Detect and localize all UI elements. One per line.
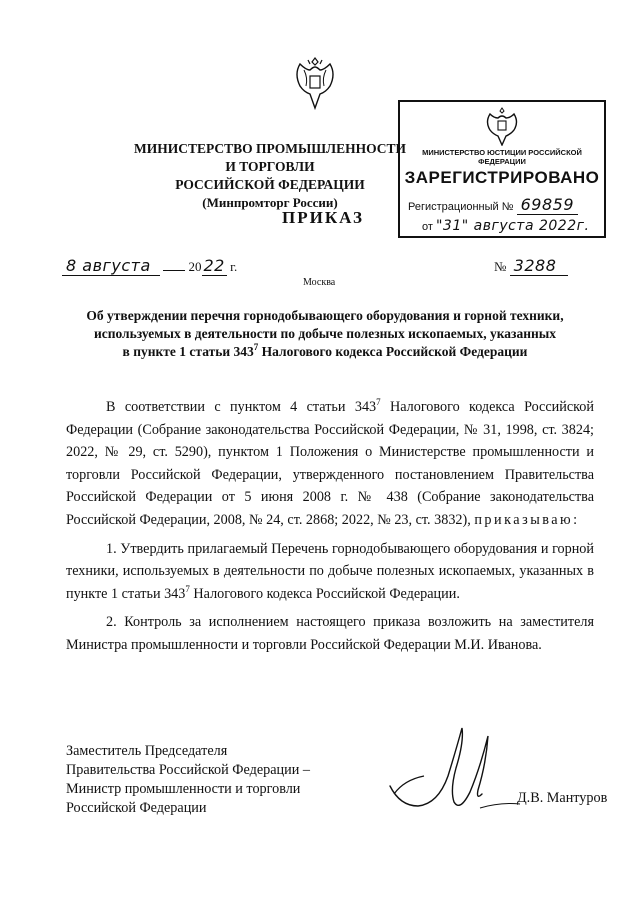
p1-text-a: В соответствии с пунктом 4 статьи 343 xyxy=(106,399,377,415)
p1-order-word: приказываю: xyxy=(474,511,580,528)
signatory-line3: Министр промышленности и торговли xyxy=(66,781,301,797)
ministry-name-line1: МИНИСТЕРСТВО ПРОМЫШЛЕННОСТИ И ТОРГОВЛИ xyxy=(133,141,407,174)
signatory-line2: Правительства Российской Федерации – xyxy=(66,762,310,778)
ministry-short-name: (Минпромторг России) xyxy=(202,195,338,210)
order-date-year-prefix: 20 xyxy=(188,259,202,274)
order-date-suffix: г. xyxy=(230,259,238,274)
order-date xyxy=(62,256,237,276)
body-paragraph-2 xyxy=(66,538,594,606)
stamp-organization: МИНИСТЕРСТВО ЮСТИЦИИ РОССИЙСКОЙ ФЕДЕРАЦИИ xyxy=(422,148,582,166)
signatory-title xyxy=(66,742,310,818)
order-city: Москва xyxy=(303,277,336,288)
handwritten-signature xyxy=(380,718,530,818)
body-paragraph-3: 2. Контроль за исполнением настоящего приказа возложить на заместителя Министра промышленности и торговли Российской Федерации М.И. Иванова. xyxy=(66,614,594,653)
stamp-date-value: "31" августа 2022г. xyxy=(435,218,590,234)
order-title-line2: используемых в деятельности по добыче полезных ископаемых, указанных xyxy=(93,326,557,341)
order-body xyxy=(66,396,594,657)
ministry-header xyxy=(130,140,410,212)
registration-stamp xyxy=(398,100,606,238)
stamp-date-prefix: от xyxy=(422,221,433,233)
stamp-registered-label: ЗАРЕГИСТРИРОВАНО xyxy=(404,168,600,187)
title-text-a: в пункте 1 статьи 343 xyxy=(122,344,254,359)
order-number-prefix: № xyxy=(494,259,507,274)
stamp-registration-number xyxy=(408,195,604,215)
signatory-name: Д.В. Мантуров xyxy=(517,790,608,806)
p2-superscript: 7 xyxy=(185,583,190,594)
p1-superscript: 7 xyxy=(376,397,381,407)
ministry-name-line2: РОССИЙСКОЙ ФЕДЕРАЦИИ xyxy=(175,177,365,192)
document-type: ПРИКАЗ xyxy=(282,208,364,227)
order-title xyxy=(60,307,590,361)
order-number xyxy=(494,256,568,276)
stamp-reg-number: 69859 xyxy=(517,195,578,215)
signatory-line4: Российской Федерации xyxy=(66,800,207,816)
order-title-line1: Об утверждении перечня горнодобывающего оборудования и горной техники, xyxy=(86,308,564,323)
title-text-b: Налогового кодекса Российской Федерации xyxy=(258,344,528,359)
stamp-registration-date xyxy=(422,218,602,234)
order-title-line3 xyxy=(60,343,590,361)
coat-of-arms-icon xyxy=(290,52,340,114)
order-date-day: 8 августа xyxy=(62,256,160,276)
p2-text-b: Налогового кодекса Российской Федерации. xyxy=(189,585,460,602)
order-number-value: 3288 xyxy=(510,256,568,276)
stamp-coat-of-arms-icon xyxy=(484,106,520,146)
p2-text-a: 1. Утвердить прилагаемый Перечень горнодобывающего оборудования и горной техники, используемых в деятельности по добыче полезных ископаемых, указанных в пункте 1 статьи 343 xyxy=(66,540,594,602)
order-date-year: 22 xyxy=(203,256,225,275)
signatory-line1: Заместитель Председателя xyxy=(66,743,228,759)
body-paragraph-1 xyxy=(66,396,594,532)
stamp-reg-label: Регистрационный № xyxy=(408,201,514,213)
title-superscript: 7 xyxy=(253,342,259,352)
p1-text-b: Налогового кодекса Российской Федерации (Собрание законодательства Российской Федерации, № 31, 1998, ст. 3824; 2022, № 29, ст. 5290), пунктом 1 Положения о Министерстве промышленности и торговли Российской Федерации, утвержденного постановлением Правительства Российской Федерации от 5 июня 2008 г. № 438 (Собрание законодательства Российской Федерации, 2008, № 24, ст. 2868; 2022, № 23, ст. 3832), xyxy=(66,399,594,528)
